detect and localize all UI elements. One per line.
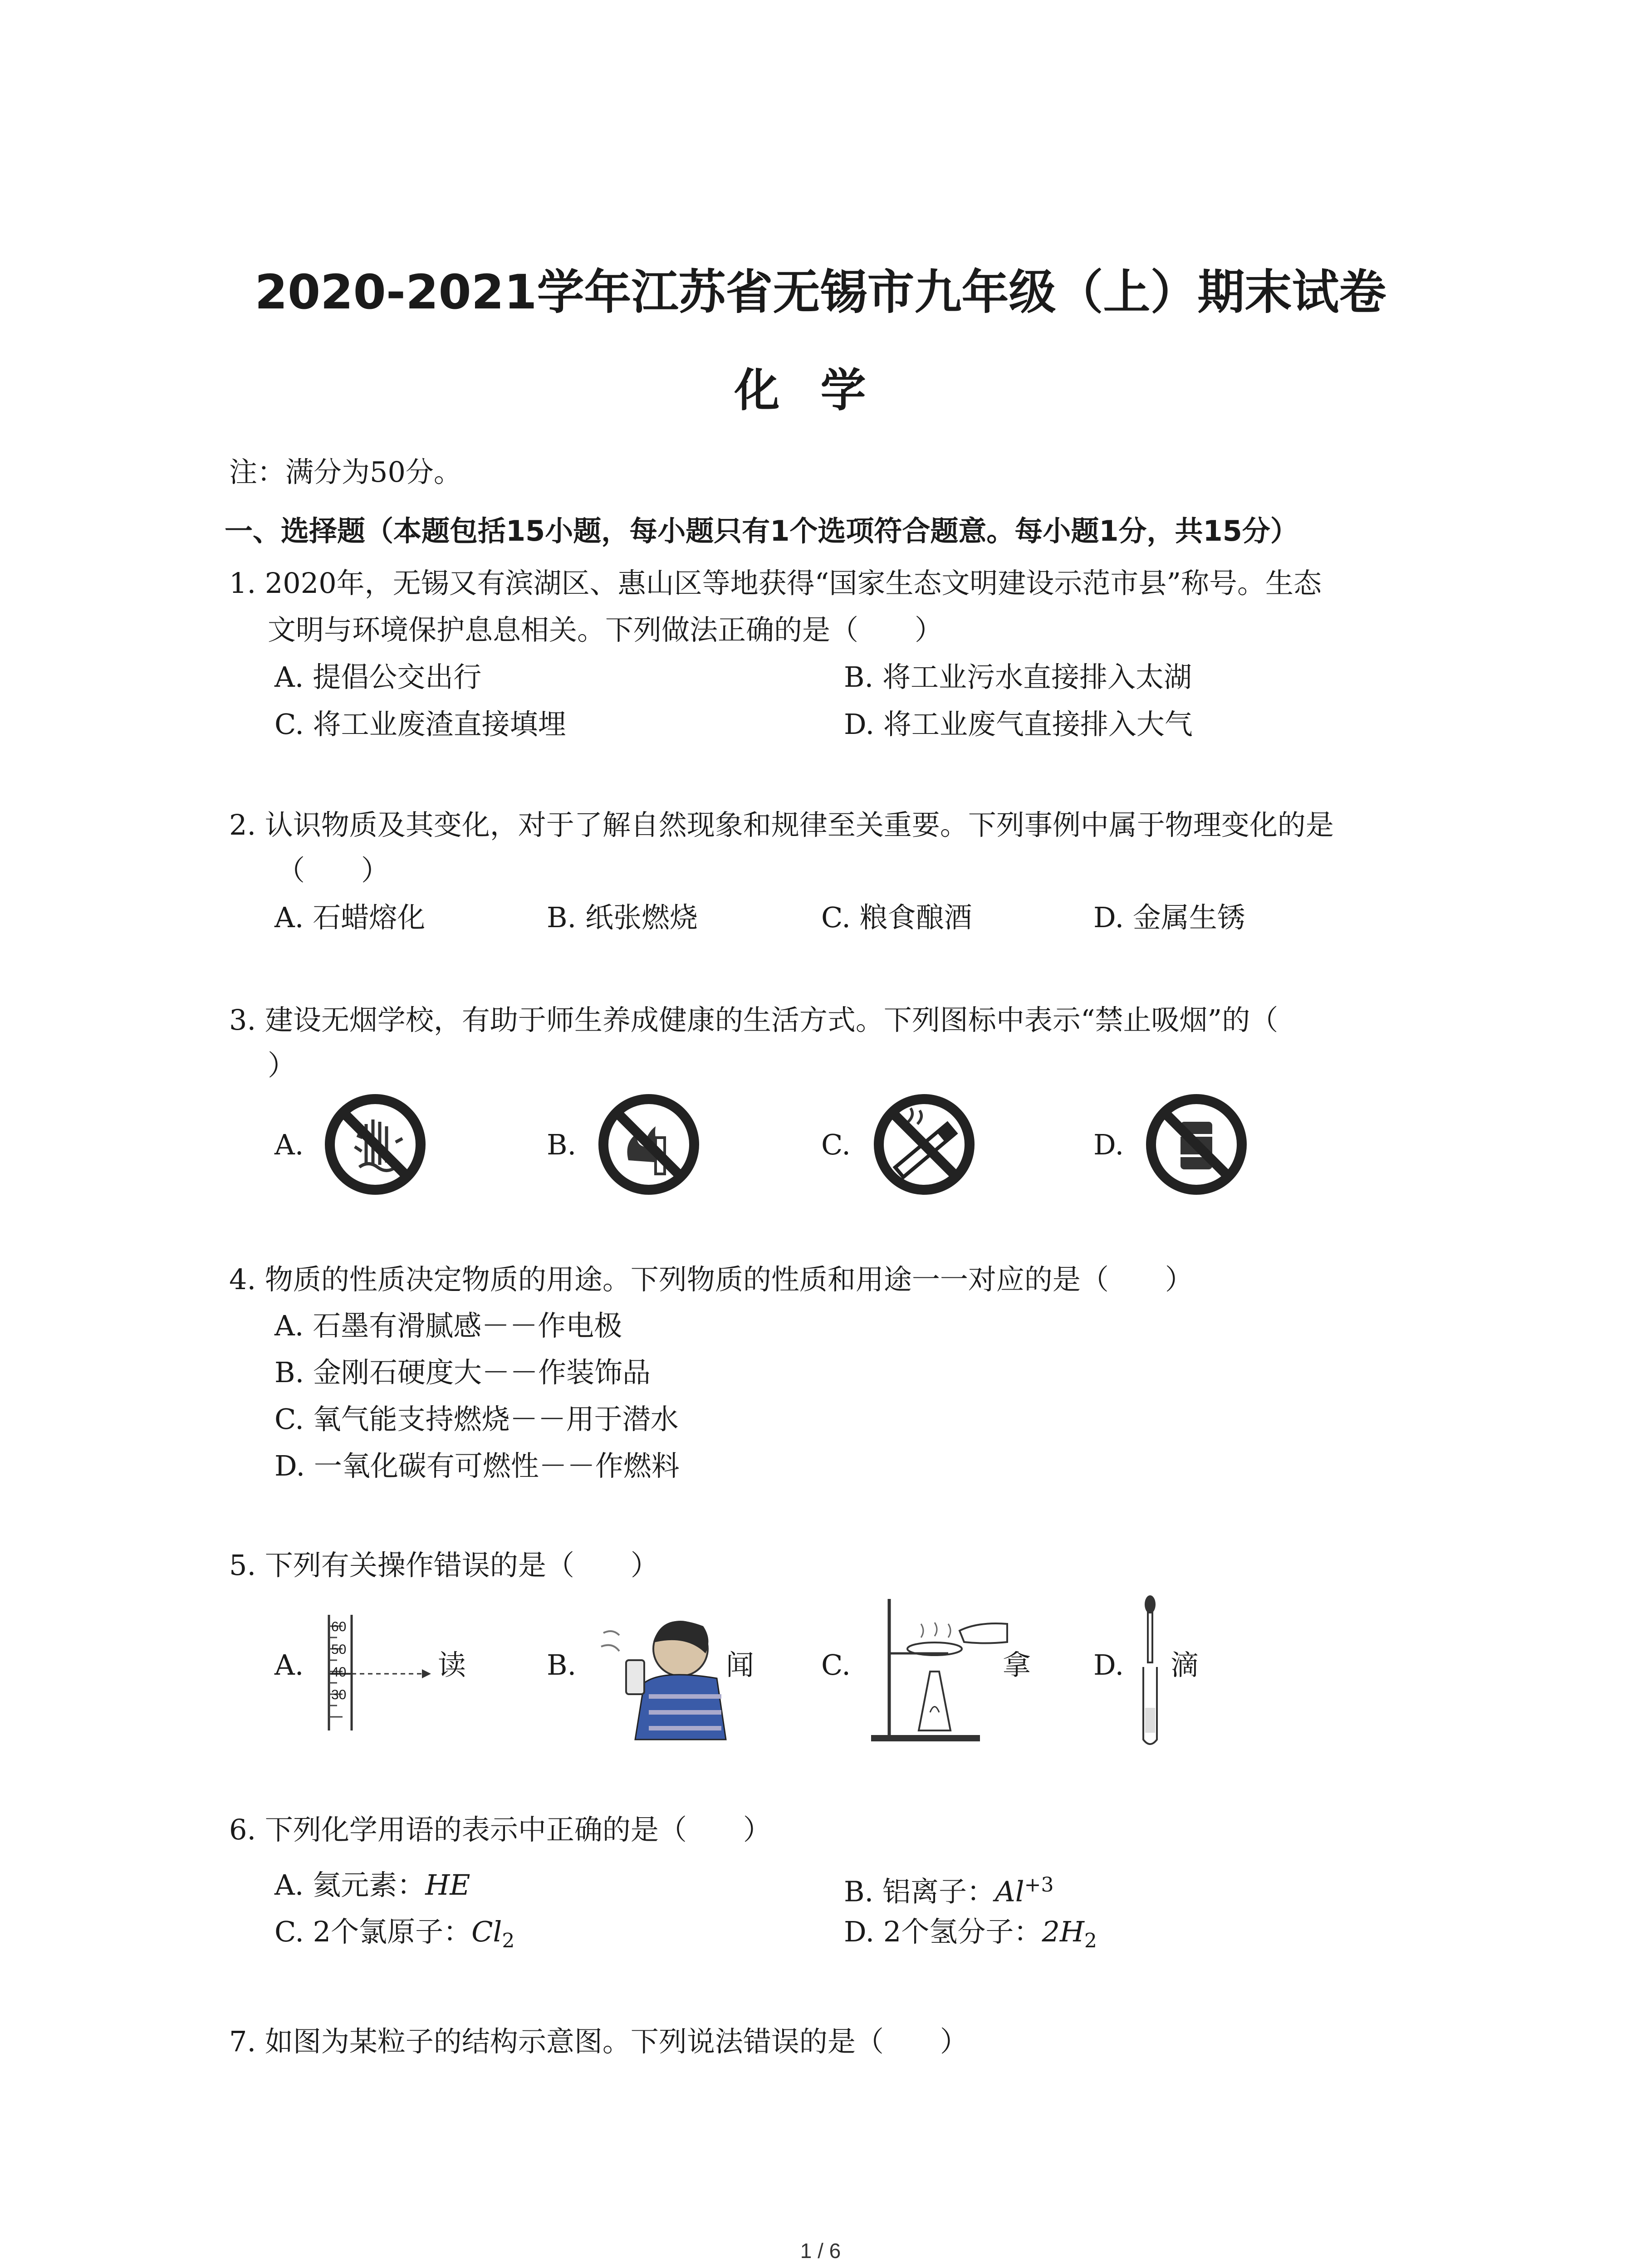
q6-option-c: [274, 1915, 515, 1955]
evaporating-dish-figure: [867, 1594, 1012, 1744]
q5-stem: 5. 下列有关操作错误的是（ ）: [229, 1549, 659, 1582]
q6-option-d-label: D. 2个氢分子：: [844, 1915, 1042, 1948]
q5-label-a: A.: [274, 1648, 304, 1681]
q3-stem-line2: ）: [268, 1049, 296, 1082]
section-heading: 一、选择题（本题包括15小题，每小题只有1个选项符合题意。每小题1分，共15分）: [225, 514, 1298, 547]
q6-option-a: [274, 1868, 470, 1901]
q7-stem: 7. 如图为某粒子的结构示意图。下列说法错误的是（ ）: [229, 2025, 968, 2058]
q2-option-a: A. 石蜡熔化: [274, 901, 426, 934]
q3-label-c: C.: [821, 1128, 851, 1161]
q3-stem-line1: 3. 建设无烟学校，有助于师生养成健康的生活方式。下列图标中表示“禁止吸烟”的（: [229, 1003, 1279, 1036]
q4-option-d: D. 一氧化碳有可燃性－－作燃料: [274, 1449, 680, 1482]
q5-word-b: 闻: [726, 1648, 754, 1681]
scale-mark-30: 30: [331, 1687, 347, 1702]
page-title: 2020-2021学年江苏省无锡市九年级（上）期末试卷: [255, 264, 1386, 320]
q5-label-d: D.: [1093, 1648, 1124, 1681]
dropper-test-tube-figure: [1136, 1594, 1164, 1749]
scale-mark-60: 60: [331, 1619, 347, 1634]
smelling-gas-figure: [599, 1606, 726, 1742]
q2-option-c: C. 粮食酿酒: [821, 901, 972, 934]
no-littering-icon: [1144, 1092, 1249, 1197]
q6-option-b-charge: +3: [1024, 1873, 1054, 1897]
q6-option-d-formula: 2H: [1042, 1915, 1084, 1948]
q4-stem: 4. 物质的性质决定物质的用途。下列物质的性质和用途一一对应的是（ ）: [229, 1263, 1193, 1296]
q4-option-a: A. 石墨有滑腻感－－作电极: [274, 1309, 622, 1342]
q2-stem-line1: 2. 认识物质及其变化，对于了解自然现象和规律至关重要。下列事例中属于物理变化的是: [229, 808, 1334, 841]
scale-mark-40: 40: [331, 1665, 347, 1680]
q3-label-d: D.: [1093, 1128, 1124, 1161]
q5-word-a: 读: [438, 1648, 466, 1681]
q6-option-c-formula: Cl: [471, 1915, 502, 1948]
no-fireworks-icon: [323, 1092, 427, 1197]
no-smoking-icon: [872, 1092, 976, 1197]
score-note: 注：满分为50分。: [229, 455, 462, 489]
q6-stem: 6. 下列化学用语的表示中正确的是（ ）: [229, 1813, 771, 1846]
q2-option-b: B. 纸张燃烧: [547, 901, 698, 934]
q4-option-c: C. 氧气能支持燃烧－－用于潜水: [274, 1403, 679, 1436]
q6-option-a-formula: HE: [425, 1868, 470, 1901]
scale-mark-50: 50: [331, 1642, 347, 1657]
q6-option-d-subscript: 2: [1084, 1929, 1097, 1953]
q1-stem-line1: 1. 2020年，无锡又有滨湖区、惠山区等地获得“国家生态文明建设示范市县”称号。生态: [229, 567, 1322, 600]
q6-option-b: [844, 1871, 1053, 1906]
q3-label-b: B.: [547, 1128, 577, 1161]
q2-stem-line2: （ ）: [277, 854, 390, 887]
q1-option-d: D. 将工业废气直接排入大气: [844, 708, 1193, 741]
q6-option-b-formula: Al: [994, 1875, 1024, 1908]
q5-word-d: 滴: [1171, 1648, 1199, 1681]
q5-word-c: 拿: [1003, 1648, 1031, 1681]
q1-option-c: C. 将工业废渣直接填埋: [274, 708, 566, 741]
q6-option-d: [844, 1915, 1097, 1955]
q6-option-c-subscript: 2: [502, 1929, 515, 1953]
q5-label-b: B.: [547, 1648, 577, 1681]
q6-option-c-label: C. 2个氯原子：: [274, 1915, 472, 1948]
q2-option-d: D. 金属生锈: [1093, 901, 1245, 934]
q3-label-a: A.: [274, 1128, 304, 1161]
q6-option-a-label: A. 氦元素：: [274, 1868, 426, 1901]
page-subtitle: 化学: [734, 364, 907, 417]
q4-option-b: B. 金刚石硬度大－－作装饰品: [274, 1356, 651, 1389]
q1-stem-line2: 文明与环境保护息息相关。下列做法正确的是（ ）: [268, 613, 943, 646]
no-fire-icon: [597, 1092, 701, 1197]
q6-option-b-label: B. 铝离子：: [844, 1875, 995, 1908]
page-number: 1 / 6: [800, 2239, 841, 2263]
q1-option-a: A. 提倡公交出行: [274, 660, 482, 694]
q5-label-c: C.: [821, 1648, 851, 1681]
q1-option-b: B. 将工业污水直接排入太湖: [844, 660, 1192, 694]
